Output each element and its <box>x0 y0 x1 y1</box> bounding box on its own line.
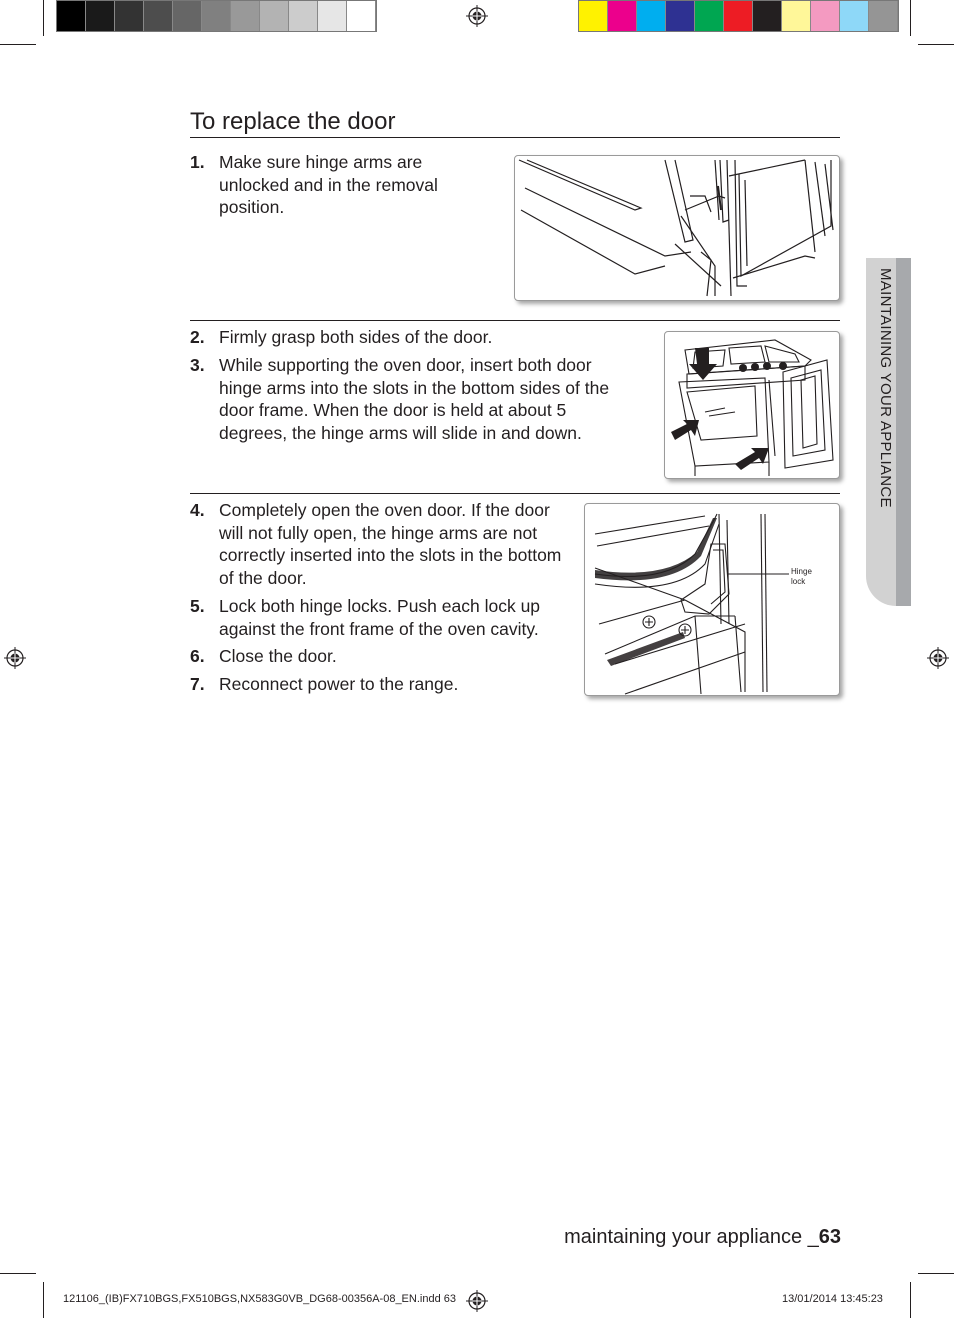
step-number: 2. <box>190 327 205 347</box>
calibration-swatch <box>144 1 173 31</box>
step-text: While supporting the oven door, insert both door hinge arms into the slots in the bottom sides of the door frame. When the door is held at about 5 degrees, the hinge arms will slide in and down. <box>219 355 610 443</box>
section-divider <box>190 493 840 494</box>
step-text: Firmly grasp both sides of the door. <box>219 327 493 347</box>
print-slug-file: 121106_(IB)FX710BGS,FX510BGS,NX583G0VB_DG68-00356A-08_EN.indd 63 <box>63 1293 456 1305</box>
calibration-swatch <box>289 1 318 31</box>
registration-mark-icon <box>927 647 949 669</box>
calibration-swatch <box>86 1 115 31</box>
step-text: Reconnect power to the range. <box>219 674 459 694</box>
calibration-swatch <box>579 1 608 31</box>
calibration-swatch <box>666 1 695 31</box>
section-title: To replace the door <box>190 108 396 135</box>
hinge-lock-illustration <box>585 504 839 695</box>
crop-mark <box>910 1282 911 1318</box>
calibration-swatch <box>869 1 898 31</box>
calibration-swatch <box>318 1 347 31</box>
step-text: Lock both hinge locks. Push each lock up against the front frame of the oven cavity. <box>219 596 541 639</box>
calibration-swatch <box>115 1 144 31</box>
side-tab-label: MAINTAINING YOUR APPLIANCE <box>877 268 894 508</box>
color-calibration-bar <box>578 0 899 32</box>
print-slug-date: 13/01/2014 13:45:23 <box>782 1293 883 1305</box>
calibration-swatch <box>202 1 231 31</box>
side-tab-bar <box>896 258 911 606</box>
calibration-swatch <box>724 1 753 31</box>
hinge-lock-callout: Hinge lock <box>791 567 812 586</box>
figure-hinge-removal-position <box>514 155 840 301</box>
calibration-swatch <box>695 1 724 31</box>
calibration-swatch <box>811 1 840 31</box>
calibration-swatch <box>347 1 376 31</box>
step-number: 6. <box>190 646 205 666</box>
registration-mark-icon <box>4 647 26 669</box>
page-footer <box>564 1226 841 1249</box>
title-divider <box>190 137 840 138</box>
calibration-swatch <box>840 1 869 31</box>
step-text: Close the door. <box>219 646 337 666</box>
page-number: 63 <box>818 1226 841 1248</box>
grayscale-calibration-bar <box>56 0 377 32</box>
crop-mark <box>910 0 911 36</box>
crop-mark <box>43 0 44 36</box>
calibration-swatch <box>608 1 637 31</box>
registration-mark-icon <box>466 5 488 27</box>
step-text: Completely open the oven door. If the door will not fully open, the hinge arms are not correctly inserted into the slots in the bottom of the door. <box>219 500 562 588</box>
crop-mark <box>918 1273 954 1274</box>
range-door-insertion-illustration <box>665 332 839 478</box>
calibration-swatch <box>782 1 811 31</box>
step-number: 3. <box>190 355 205 375</box>
registration-mark-icon <box>466 1290 488 1312</box>
crop-mark <box>918 44 954 45</box>
chapter-side-tab <box>866 258 911 606</box>
crop-mark <box>0 1273 36 1274</box>
footer-text: maintaining your appliance _ <box>564 1226 819 1248</box>
calibration-swatch <box>753 1 782 31</box>
crop-mark <box>0 44 36 45</box>
step-number: 1. <box>190 152 205 172</box>
oven-door-hinge-illustration <box>515 156 839 300</box>
calibration-swatch <box>231 1 260 31</box>
step-text: Make sure hinge arms are unlocked and in the removal position. <box>219 152 438 217</box>
calibration-swatch <box>57 1 86 31</box>
step-number: 5. <box>190 596 205 616</box>
step-number: 4. <box>190 500 205 520</box>
calibration-swatch <box>637 1 666 31</box>
figure-insert-door-hinges <box>664 331 840 479</box>
calibration-swatch <box>173 1 202 31</box>
step-number: 7. <box>190 674 205 694</box>
calibration-swatch <box>260 1 289 31</box>
section-divider <box>190 320 840 321</box>
figure-hinge-lock <box>584 503 840 696</box>
crop-mark <box>43 1282 44 1318</box>
